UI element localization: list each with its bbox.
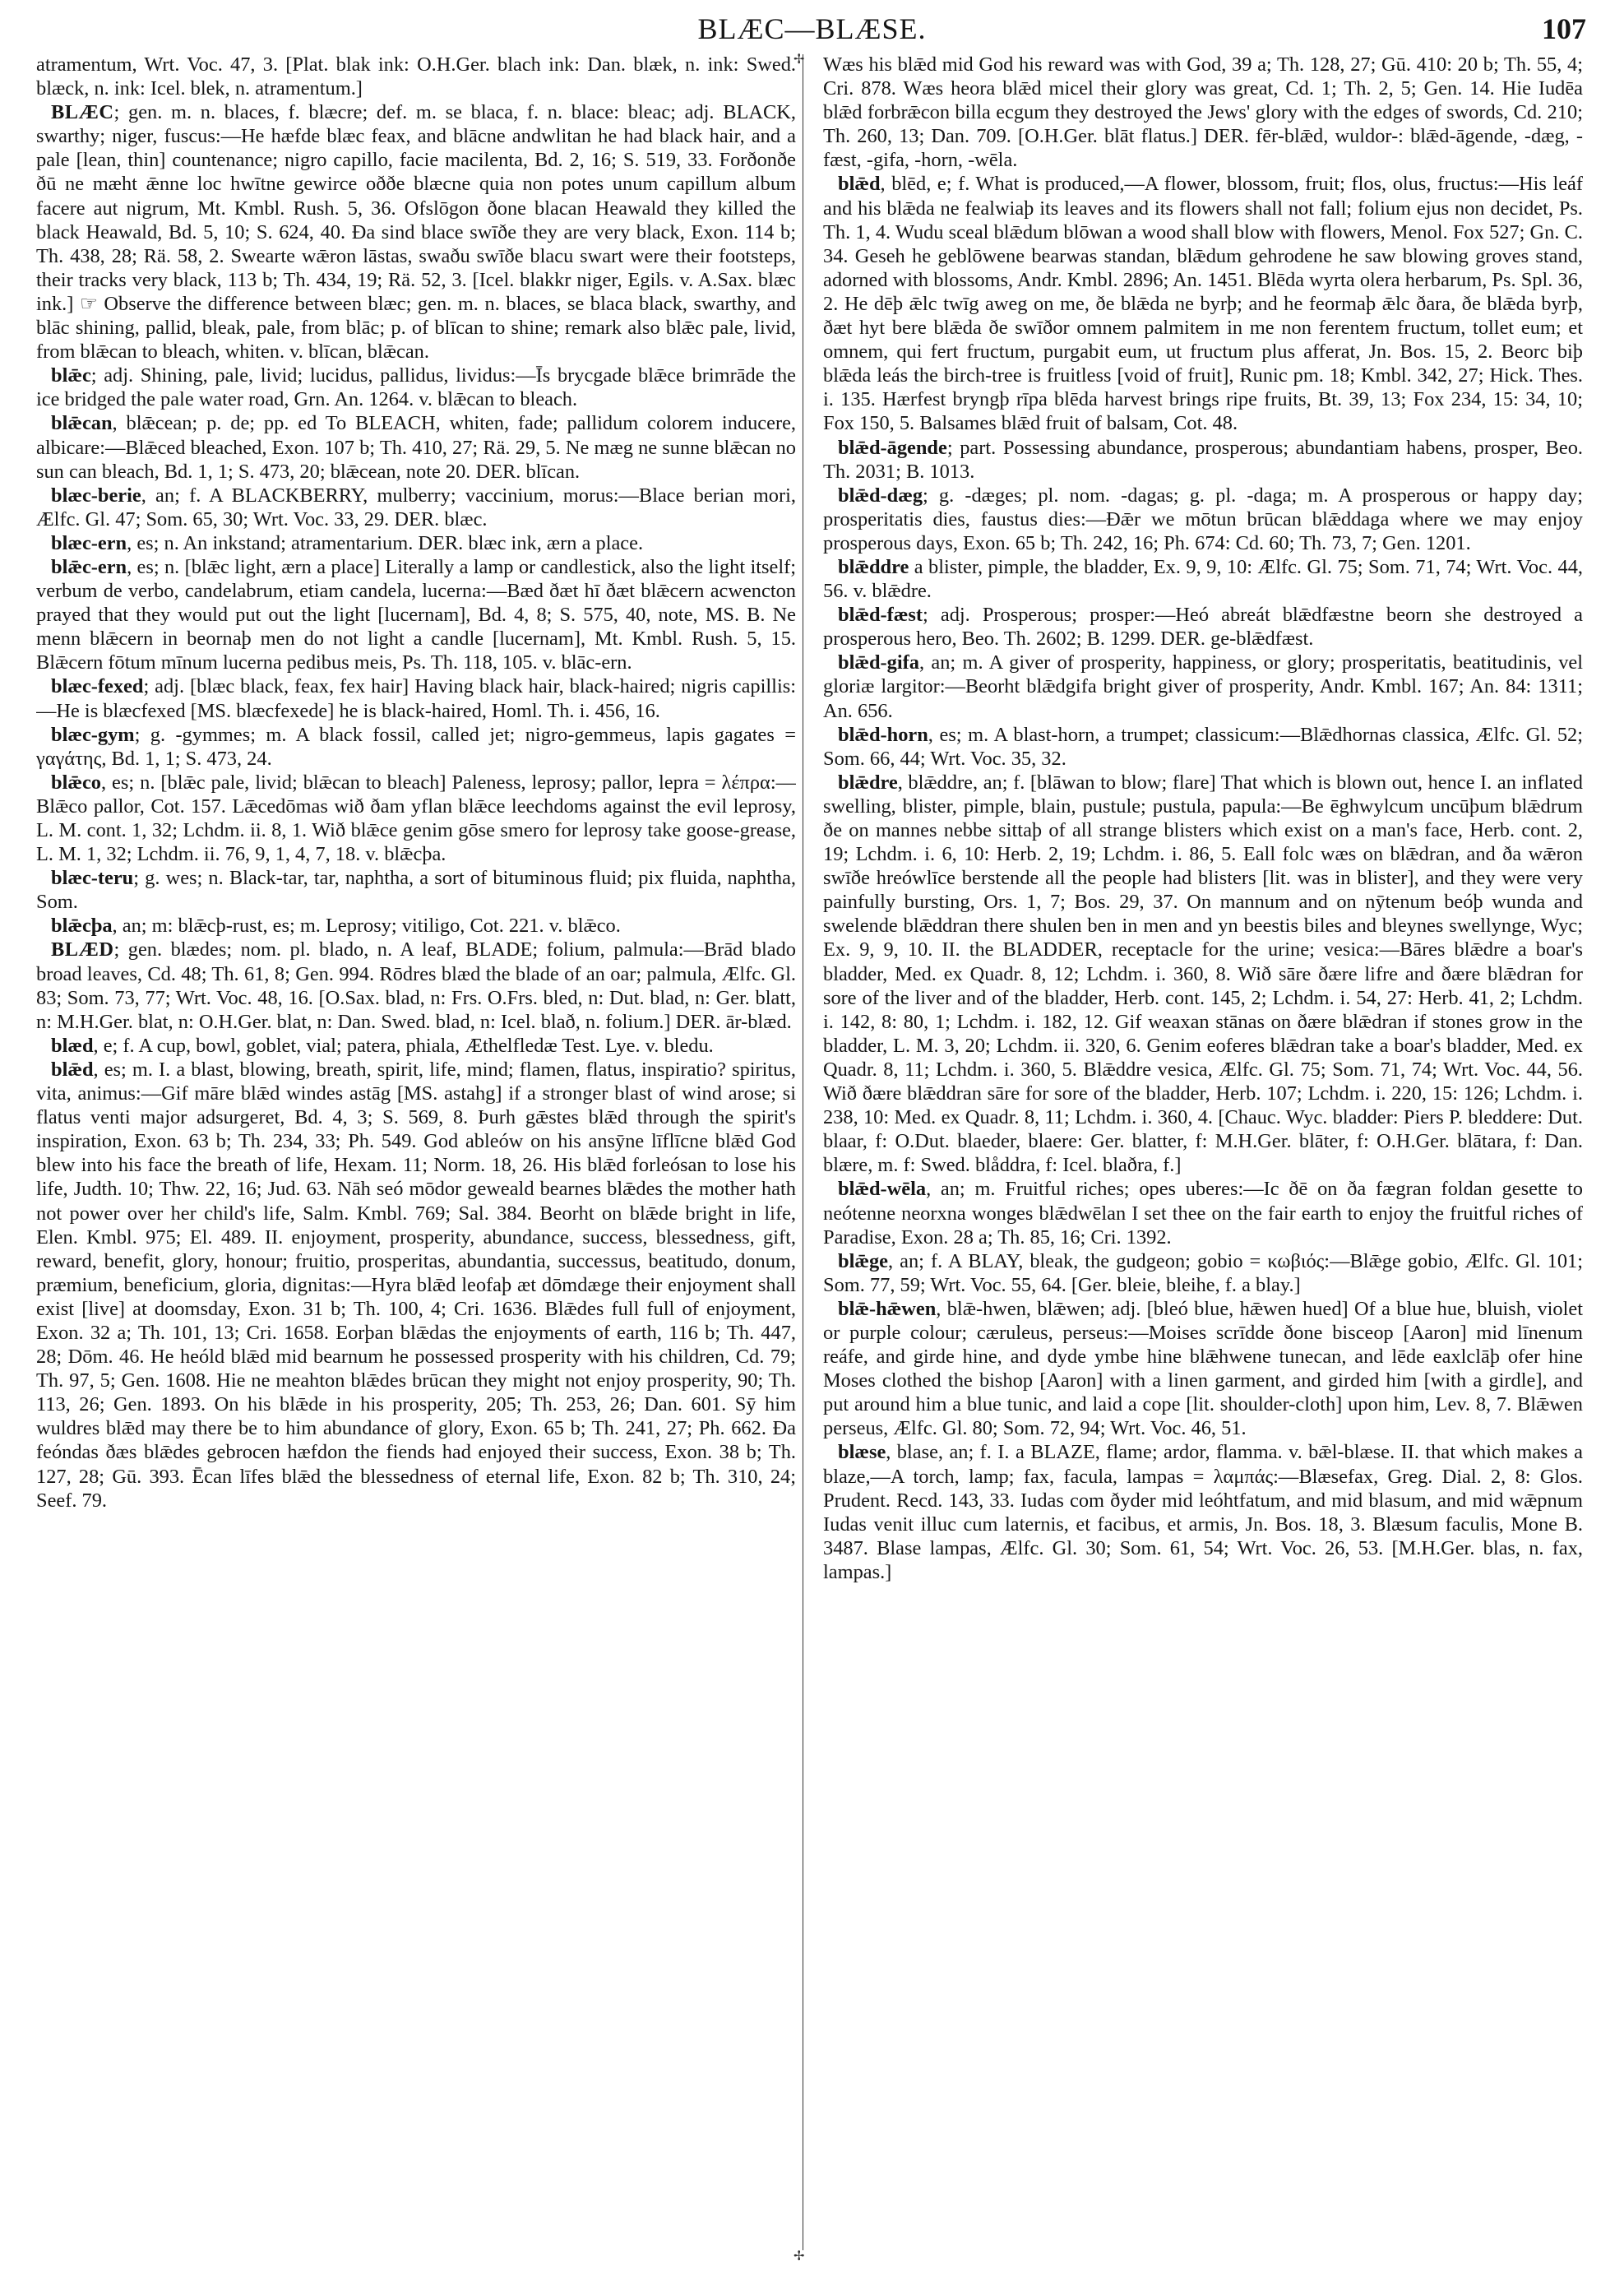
dictionary-entry [823,651,1583,722]
entry-definition: a blister, pimple, the bladder, Ex. 9, 9, 10: Ælfc. Gl. 75; Som. 71, 74; Wrt. Voc. 44, 56. v. blǣdre. [823,555,1583,603]
dictionary-entry [823,1249,1583,1297]
headword: blǣ-hǣwen [838,1297,937,1320]
headword: blæc-gym [51,723,135,746]
entry-definition: ; gen. blædes; nom. pl. blado, n. A leaf, BLADE; folium, palmula:—Brād blado broad leaves, Cd. 48; Th. 61, 8; Gen. 994. Rōdres blæd the blade of an oar; palmula, Ælfc. Gl. 83; Som. 73, 77; Wrt. Voc. 48, 16. [O.Sax. blad, n: Frs. O.Frs. bled, n: Dut. blad, n: Ger. blatt, n: M.H.Ger. blat, n: O.H.Ger. blat, n: Dan. Swed. blad, n: Icel. blað, n. folium.] DER. ār-blæd. [36,938,796,1033]
entry-definition: ; adj. Prosperous; prosper:—Heó abreát blǣdfæstne beorn she destroyed a prosperous hero, Beo. Th. 2602; B. 1299. DER. ge-blǣdfæst. [823,604,1583,651]
entry-definition: , e; f. A cup, bowl, goblet, vial; patera, phiala, Æthelfledæ Test. Lye. v. bledu. [93,1034,714,1057]
dictionary-entry [823,1440,1583,1584]
entry-definition: , an; m. A giver of prosperity, happiness, or glory; prosperitatis, beatitudinis, vel gloriæ largitor:—Beorht blǣdgifa bright giver of prosperity, Andr. Kmbl. 167; An. 84: 1311; An. 656. [823,651,1583,722]
headword: blǣd-horn [838,723,928,746]
headword: blǣd [51,1058,94,1081]
dictionary-entry [823,172,1583,435]
headword: blæc-teru [51,867,134,890]
dictionary-entry [36,484,796,531]
dictionary-entry [823,436,1583,484]
entry-definition: , es; m. I. a blast, blowing, breath, spirit, life, mind; flamen, flatus, inspiratio? spiritus, vita, animus:—Gif māre blǣd windes astāg [MS. astahg] if a stronger blast of wind arose; si flatus venti major adsurgeret, Bd. 4, 3; S. 569, 8. Þurh gǣstes blǣd through the spirit's inspiration, Exon. 63 b; Th. 234, 33; Ph. 549. God ableów on his ansȳne līflīcne blǣd God blew into his face the breath of life, Hexam. 11; Norm. 18, 26. His blǣd forleósan to lose his life, Judth. 10; Thw. 22, 16; Jud. 63. Nāh seó mōdor geweald bearnes blǣdes the mother hath not power over her child's life, Salm. Kmbl. 769; Sal. 384. Beorht on blǣde bright in life, Elen. Kmbl. 975; El. 489. II. enjoyment, prosperity, abundance, success, blessedness, gift, reward, benefit, glory, honour; fruitio, prosperitas, abundantia, successus, beatitudo, donum, præmium, beneficium, gloria, dignitas:—Hyra blǣd leofaþ æt dōmdæge their enjoyment shall exist [live] at doomsday, Exon. 31 b; Th. 100, 4; Cri. 1636. Blǣdes full full of enjoyment, Exon. 32 a; Th. 101, 13; Cri. 1658. Eorþan blǣdas the enjoyments of earth, 116 b; Th. 447, 28; Dōm. 46. He heóld blǣd mid bearnum he possessed prosperity with his children, Cd. 79; Th. 97, 5; Gen. 1608. Hie ne meahton blǣdes brūcan they might not enjoy prosperity, 90; Th. 113, 26; Gen. 1893. On his blǣde in his prosperity, 205; Th. 253, 26; Dan. 601. Sȳ him wuldres blǣd may there be to him abundance of glory, Exon. 65 b; Th. 241, 27; Ph. 662. Ða feóndas ðæs blǣdes gebrocen hæfdon the fiends had enjoyed their success, Exon. 38 b; Th. 127, 28; Gū. 393. Ēcan līfes blǣd the blessedness of eternal life, Exon. 82 b; Th. 310, 24; Seef. 79. [36,1058,796,1512]
left-column [36,53,796,2257]
dictionary-entry [36,1058,796,1513]
headword: blǣd-dæg [838,484,923,507]
headword: BLÆC [51,101,114,124]
entry-definition: atramentum, Wrt. Voc. 47, 3. [Plat. blak ink: O.H.Ger. blach ink: Dan. blæk, n. ink: Swed. blæck, n. ink: Icel. blek, n. atramentum.] [36,53,796,100]
entry-definition: ; g. -gymmes; m. A black fossil, called jet; nigro-gemmeus, lapis gagates = γαγάτης, Bd. 1, 1; S. 473, 24. [36,723,796,770]
dictionary-entry [36,938,796,1033]
entry-definition: , blǣ-hwen, blǣwen; adj. [bleó blue, hǣwen hued] Of a blue hue, bluish, violet or purple colour; cæruleus, perseus:—Moises scrīdde ðone bisceop [Aaron] mid līnenum reáfe, and girde hine, and dyde ymbe hine blǣhwene tunecan, and lēde eaxlclāþ ofer hine Moses clothed the bishop [Aaron] with a linen garment, and girded him [with a girdle], and put around him a blue tunic, and laid a cope [lit. shoulder-cloth] upon him, Lev. 8, 7. Blǣwen perseus, Ælfc. Gl. 80; Som. 72, 94; Wrt. Voc. 46, 51. [823,1297,1583,1440]
dictionary-entry [36,555,796,674]
headword: blæse [838,1441,886,1464]
headword: blǣd-gifa [838,651,919,674]
headword: blǣd [838,173,881,196]
page-number: 107 [1542,12,1586,45]
right-column [823,53,1583,2257]
dictionary-entry [823,723,1583,771]
entry-definition: , an; f. A BLAY, bleak, the gudgeon; gobio = κωβιός:—Blǣge gobio, Ælfc. Gl. 101; Som. 77, 59; Wrt. Voc. 55, 64. [Ger. bleie, bleihe, f. a blay.] [823,1249,1583,1296]
dictionary-entry [823,1297,1583,1441]
dictionary-entry [36,411,796,483]
dictionary-entry [823,603,1583,651]
dictionary-entry [36,53,796,100]
column-rule-top-ornament: ✢ [793,51,805,67]
entry-definition: , es; m. A blast-horn, a trumpet; classicum:—Blǣdhornas classica, Ælfc. Gl. 52; Som. 66, 44; Wrt. Voc. 35, 32. [823,723,1583,770]
headword: blæc-berie [51,484,141,507]
entry-definition: , blǣcean; p. de; pp. ed To BLEACH, whiten, fade; pallidum colorem inducere, albicare:—Blǣced bleached, Exon. 107 b; Th. 410, 27; Rä. 29, 5. Ne mæg ne sunne blǣcan no sun can bleach, Bd. 1, 1; S. 473, 20; blǣcean, note 20. DER. blīcan. [36,412,796,483]
page-title: BLÆC—BLÆSE. [697,12,927,45]
headword: blǣcan [51,412,113,435]
entry-definition: ; adj. [blæc black, feax, fex hair] Having black hair, black-haired; nigris capillis:—He is blæcfexed [MS. blæcfexede] he is black-haired, Homl. Th. i. 456, 16. [36,675,796,722]
dictionary-entry [36,100,796,364]
headword: blæc-fexed [51,675,144,698]
dictionary-entry [36,1034,796,1058]
dictionary-entry [36,866,796,914]
headword: blǣd-āgende [838,436,947,459]
headword: blǣddre [838,555,909,578]
entry-definition: , blase, an; f. I. a BLAZE, flame; ardor, flamma. v. bǣl-blæse. II. that which makes a blaze,—A torch, lamp; fax, facula, lampas = λαμπάς:—Blæsefax, Greg. Dial. 2, 8: Glos. Prudent. Recd. 143, 33. Iudas com ðyder mid leóhtfatum, and mid blasum, and mid wǣpnum Iudas venit illuc cum laternis, et facibus, et armis, Jn. Bos. 18, 3. Blæsum faculis, Mone B. 3487. Blase lampas, Ælfc. Gl. 30; Som. 61, 54; Wrt. Voc. 26, 53. [M.H.Ger. blas, n. fax, lampas.] [823,1441,1583,1583]
entry-definition: ; g. -dæges; pl. nom. -dagas; g. pl. -daga; m. A prosperous or happy day; prosperitatis dies, faustus dies:—Ðǣr we mōtun brūcan blǣddaga where we may enjoy prosperous days, Exon. 65 b; Th. 242, 16; Ph. 674: Cd. 60; Th. 73, 7; Gen. 1201. [823,484,1583,554]
headword: BLÆD [51,938,114,961]
entry-definition: ; gen. m. n. blaces, f. blæcre; def. m. se blaca, f. n. blace: bleac; adj. BLACK, swarthy; niger, fuscus:—He hæfde blæc feax, and blācne andwlitan he had black hair, and a pale [lean, thin] countenance; nigro capillo, facie macilenta, Bd. 2, 16; S. 519, 33. Forðonðe ðū ne mæht ǣnne loc hwītne gewirce oððe blæcne quia non potes unum capillum album facere aut nigrum, Mt. Kmbl. Rush. 5, 36. Ofslōgon ðone blacan Heawald they killed the black Heawald, Bd. 5, 10; S. 624, 40. Ða sind blace swīðe they are very black, Exon. 114 b; Th. 438, 28; Rä. 58, 2. Swearte wǣron lāstas, swaðu swīðe blacu swart were their footsteps, their tracks very black, 113 b; Th. 434, 19; Rä. 52, 3. [Icel. blakkr niger, Egils. v. A.Sax. blæc ink.] ☞ Observe the difference between blæc; gen. m. n. blaces, se blaca black, swarthy, and blāc shining, pallid, bleak, pale, from blāc; p. of blīcan to shine; remark also blǣc pale, livid, from blǣcan to bleach, whiten. v. blīcan, blǣcan. [36,101,796,364]
entry-definition: , es; n. [blǣc pale, livid; blǣcan to bleach] Paleness, leprosy; pallor, lepra = λέπρα:—Blǣco pallor, Cot. 157. Lǣcedōmas wið ðam yflan blǣce leechdoms against the evil leprosy, L. M. cont. 1, 32; Lchdm. ii. 8, 1. Wið blǣce genim gōse smero for leprosy take goose-grease, L. M. 1, 32; Lchdm. ii. 76, 9, 1, 4, 7, 18. v. blǣcþa. [36,771,796,866]
headword: blǣge [838,1249,888,1272]
dictionary-entry [823,53,1583,172]
headword: blæc-ern [51,531,127,554]
dictionary-entry [823,484,1583,555]
column-rule-bottom-ornament: ✢ [793,2248,805,2263]
dictionary-entry [36,723,796,771]
headword: blǣd-fæst [838,604,923,627]
headword: blǣco [51,771,101,794]
entry-definition: Wæs his blǣd mid God his reward was with God, 39 a; Th. 128, 27; Gū. 410: 20 b; Th. 55, 4; Cri. 878. Wæs heora blǣd micel their glory was great, Cd. 1; Th. 2, 5; Gen. 14. Hie Iudēa blǣd forbrǣcon billa ecgum they destroyed the Jews' glory with the edges of swords, Cd. 210; Th. 260, 13; Dan. 709. [O.H.Ger. blāt flatus.] DER. fēr-blǣd, wuldor-: blǣd-āgende, -dæg, -fæst, -gifa, -horn, -wēla. [823,53,1583,172]
dictionary-entry [36,364,796,411]
headword: blǣc [51,364,91,387]
entry-definition: ; g. wes; n. Black-tar, tar, naphtha, a sort of bituminous fluid; pix fluida, naphtha, Som. [36,867,796,914]
entry-definition: , es; n. An inkstand; atramentarium. DER. blæc ink, ærn a place. [127,531,644,554]
headword: blǣc-ern [51,555,127,578]
dictionary-entry [36,771,796,866]
entry-definition: , an; f. A BLACKBERRY, mulberry; vaccinium, morus:—Blace berian mori, Ælfc. Gl. 47; Som. 65, 30; Wrt. Voc. 33, 29. DER. blæc. [36,484,796,530]
running-header [33,7,1591,48]
headword: blæd [51,1034,94,1057]
dictionary-entry [36,914,796,938]
entry-definition: ; part. Possessing abundance, prosperous; abundantiam habens, prosper, Beo. Th. 2031; B. 1013. [823,436,1583,483]
dictionary-entry [36,531,796,555]
entry-definition: ; adj. Shining, pale, livid; lucidus, pallidus, lividus:—Īs brycgade blǣce brimrāde the ice bridged the pale water road, Grn. An. 1264. v. blǣcan to bleach. [36,364,796,411]
headword: blǣcþa [51,915,113,938]
entry-definition: , an; m: blǣcþ-rust, es; m. Leprosy; vitiligo, Cot. 221. v. blǣco. [112,915,621,938]
dictionary-entry [36,674,796,722]
entry-definition: , blēd, e; f. What is produced,—A flower, blossom, fruit; flos, olus, fructus:—His leáf and his blǣda ne fealwiaþ its leaves and its flowers shall not fall; folium ejus non decidet, Ps. Th. 1, 4. Wudu sceal blǣdum blōwan a wood shall blow with flowers, Menol. Fox 527; Gn. C. 34. Geseh he geblōwene bearwas standan, blǣdum gehrodene he saw blowing groves stand, adorned with blossoms, Andr. Kmbl. 2896; An. 1451. Blēda wyrta olera herbarum, Ps. Spl. 36, 2. He dēþ ǣlc twīg aweg on me, ðe blǣda ne byrþ; and he feormaþ ǣlc ðara, ðe blǣda byrþ, ðæt hyt bere blǣda ðe swīðor omnem palmitem in me non ferentem fructum, tollet eum; et omnem, qui fert fructum, purgabit eum, ut fructum plus afferat, Jn. Bos. 15, 2. Beorc biþ blǣda leás the birch-tree is fruitless [void of fruit], Runic pm. 18; Kmbl. 342, 27; Hick. Thes. i. 135. Hærfest bryngþ rīpa blēda harvest brings ripe fruits, Bt. 39, 13; Fox 234, 15: 34, 10; Fox 150, 5. Balsames blǣd fruit of balsam, Cot. 48. [823,173,1583,435]
entry-definition: , es; n. [blǣc light, ærn a place] Literally a lamp or candlestick, also the light itself; verbum de verbo, candelabrum, etiam candela, lucerna:—Bæd ðæt hī ðæt blǣcern acwencton prayed that they would put out the light [lucernam], Bd. 4, 8; S. 575, 40, note, MS. B. Ne menn blǣcern in beornaþ men do not light a candle [lucernam], Mt. Kmbl. Rush. 5, 15. Blǣcern fōtum mīnum lucerna pedibus meis, Ps. Th. 118, 105. v. blāc-ern. [36,555,796,674]
dictionary-entry [823,1177,1583,1248]
dictionary-entry [823,771,1583,1178]
entry-definition: , blǣddre, an; f. [blāwan to blow; flare] That which is blown out, hence I. an inflated swelling, blister, pimple, blain, pustule; pustula, papula:—Be ēghwylcum uncūþum blǣdrum ðe on mannes nebbe sittaþ of all strange blisters which exist on a man's face, Herb. cont. 2, 19; Lchdm. i. 6, 10: Herb. 2, 19; Lchdm. i. 86, 5. Eall folc wæs on blǣdran, and ða wǣron swīðe hreówlīce berstende all the people had blisters [lit. was in blister], and they were very painfully bursting, Ors. 1, 7; Bos. 29, 37. On mannum and on nȳtenum beóþ wunda and swelende blǣddran there shulen ben in men and yn beestis biles and bleynes swellynge, Wyc; Ex. 9, 9, 10. II. the BLADDER, receptacle for the urine; vesica:—Bāres blǣdre a boar's bladder, Med. ex Quadr. 8, 12; Lchdm. i. 360, 8. Wið sāre ðære lifre and ðære blǣdran for sore of the liver and of the bladder, Herb. cont. 145, 2; Lchdm. i. 54, 27: Herb. 41, 2; Lchdm. i. 142, 8: 80, 1; Lchdm. i. 182, 12. Gif weaxan stānas on ðære blǣdran if stones grow in the bladder, L. M. 3, 20; Lchdm. ii. 320, 6. Genim eoferes blǣdran take a boar's bladder, Med. ex Quadr. 8, 11; Lchdm. i. 360, 5. Blǣddre vesica, Ælfc. Gl. 75; Som. 71, 74; Wrt. Voc. 44, 56. Wið ðære blǣddran sāre for sore of the bladder, Herb. 107; Lchdm. i. 220, 15: 126; Lchdm. i. 238, 10: Med. ex Quadr. 8, 11; Lchdm. i. 360, 4. [Chauc. Wyc. bladder: Piers P. bleddere: Dut. blaar, f: O.Dut. blaeder, blaere: Ger. blatter, f: M.H.Ger. blāter, f: O.H.Ger. blātara, f: Dan. blære, m. f: Swed. blåddra, f: Icel. blaðra, f.] [823,771,1583,1177]
headword: blǣdre [838,771,898,794]
entry-definition: , an; m. Fruitful riches; opes uberes:—Ic ðē on ða fægran foldan gesette to neótenne neorxna wonges blǣdwēlan I set thee on the fair earth to enjoy the fruitful riches of Paradise, Exon. 28 a; Th. 85, 16; Cri. 1392. [823,1178,1583,1248]
headword: blǣd-wēla [838,1178,927,1201]
dictionary-entry [823,555,1583,603]
